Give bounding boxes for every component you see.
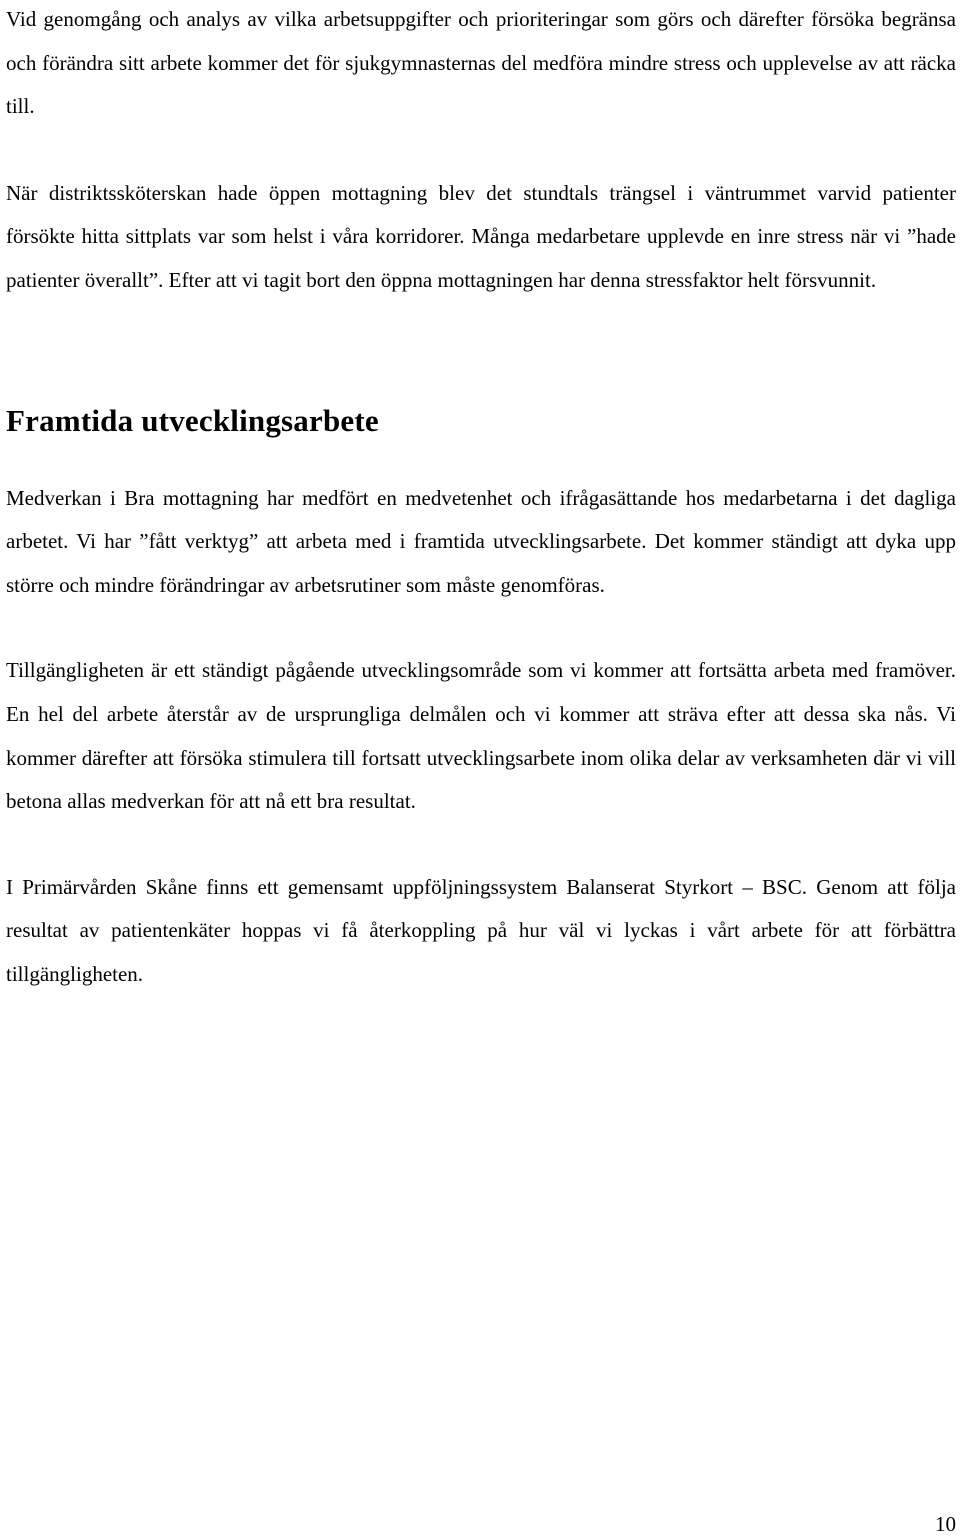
page-content [6,0,956,997]
paragraph-balanced-scorecard: I Primärvården Skåne finns ett gemensamt uppföljningssystem Balanserat Styrkort – BSC. Genom att följa resultat av patientenkäter hoppas vi få återkoppling på hur väl vi lyckas i vårt arbete för att förbättra tillgängligheten. [6,874,956,986]
paragraph-participation: Medverkan i Bra mottagning har medfört en medvetenhet och ifrågasättande hos medarbetarna i det dagliga arbetet. Vi har ”fått verktyg” att arbeta med i framtida utvecklingsarbete. Det kommer ständigt att dyka upp större och mindre förändringar av arbetsrutiner som måste genomföras. [6,485,956,597]
page-number: 10 [935,1512,956,1536]
paragraph-open-reception: När distriktssköterskan hade öppen mottagning blev det stundtals trängsel i väntrummet varvid patienter försökte hitta sittplats var som helst i våra korridorer. Många medarbetare upplevde en inre stress när vi ”hade patienter överallt”. Efter att vi tagit bort den öppna mottagningen har denna stressfaktor helt försvunnit. [6,180,956,292]
section-heading: Framtida utvecklingsarbete [6,402,379,438]
paragraph-accessibility: Tillgängligheten är ett ständigt pågående utvecklingsområde som vi kommer att fortsätta arbeta med framöver. En hel del arbete återstår av de ursprungliga delmålen och vi kommer att sträva efter att dessa ska nås. Vi kommer därefter att försöka stimulera till fortsatt utvecklingsarbete inom olika delar av verksamheten där vi vill betona allas medverkan för att nå ett bra resultat. [6,658,956,814]
paragraph-workload-analysis: Vid genomgång och analys av vilka arbetsuppgifter och prioriteringar som görs och därefter försöka begränsa och förändra sitt arbete kommer det för sjukgymnasternas del medföra mindre stress och upplevelse av att räcka till. [6,7,956,119]
